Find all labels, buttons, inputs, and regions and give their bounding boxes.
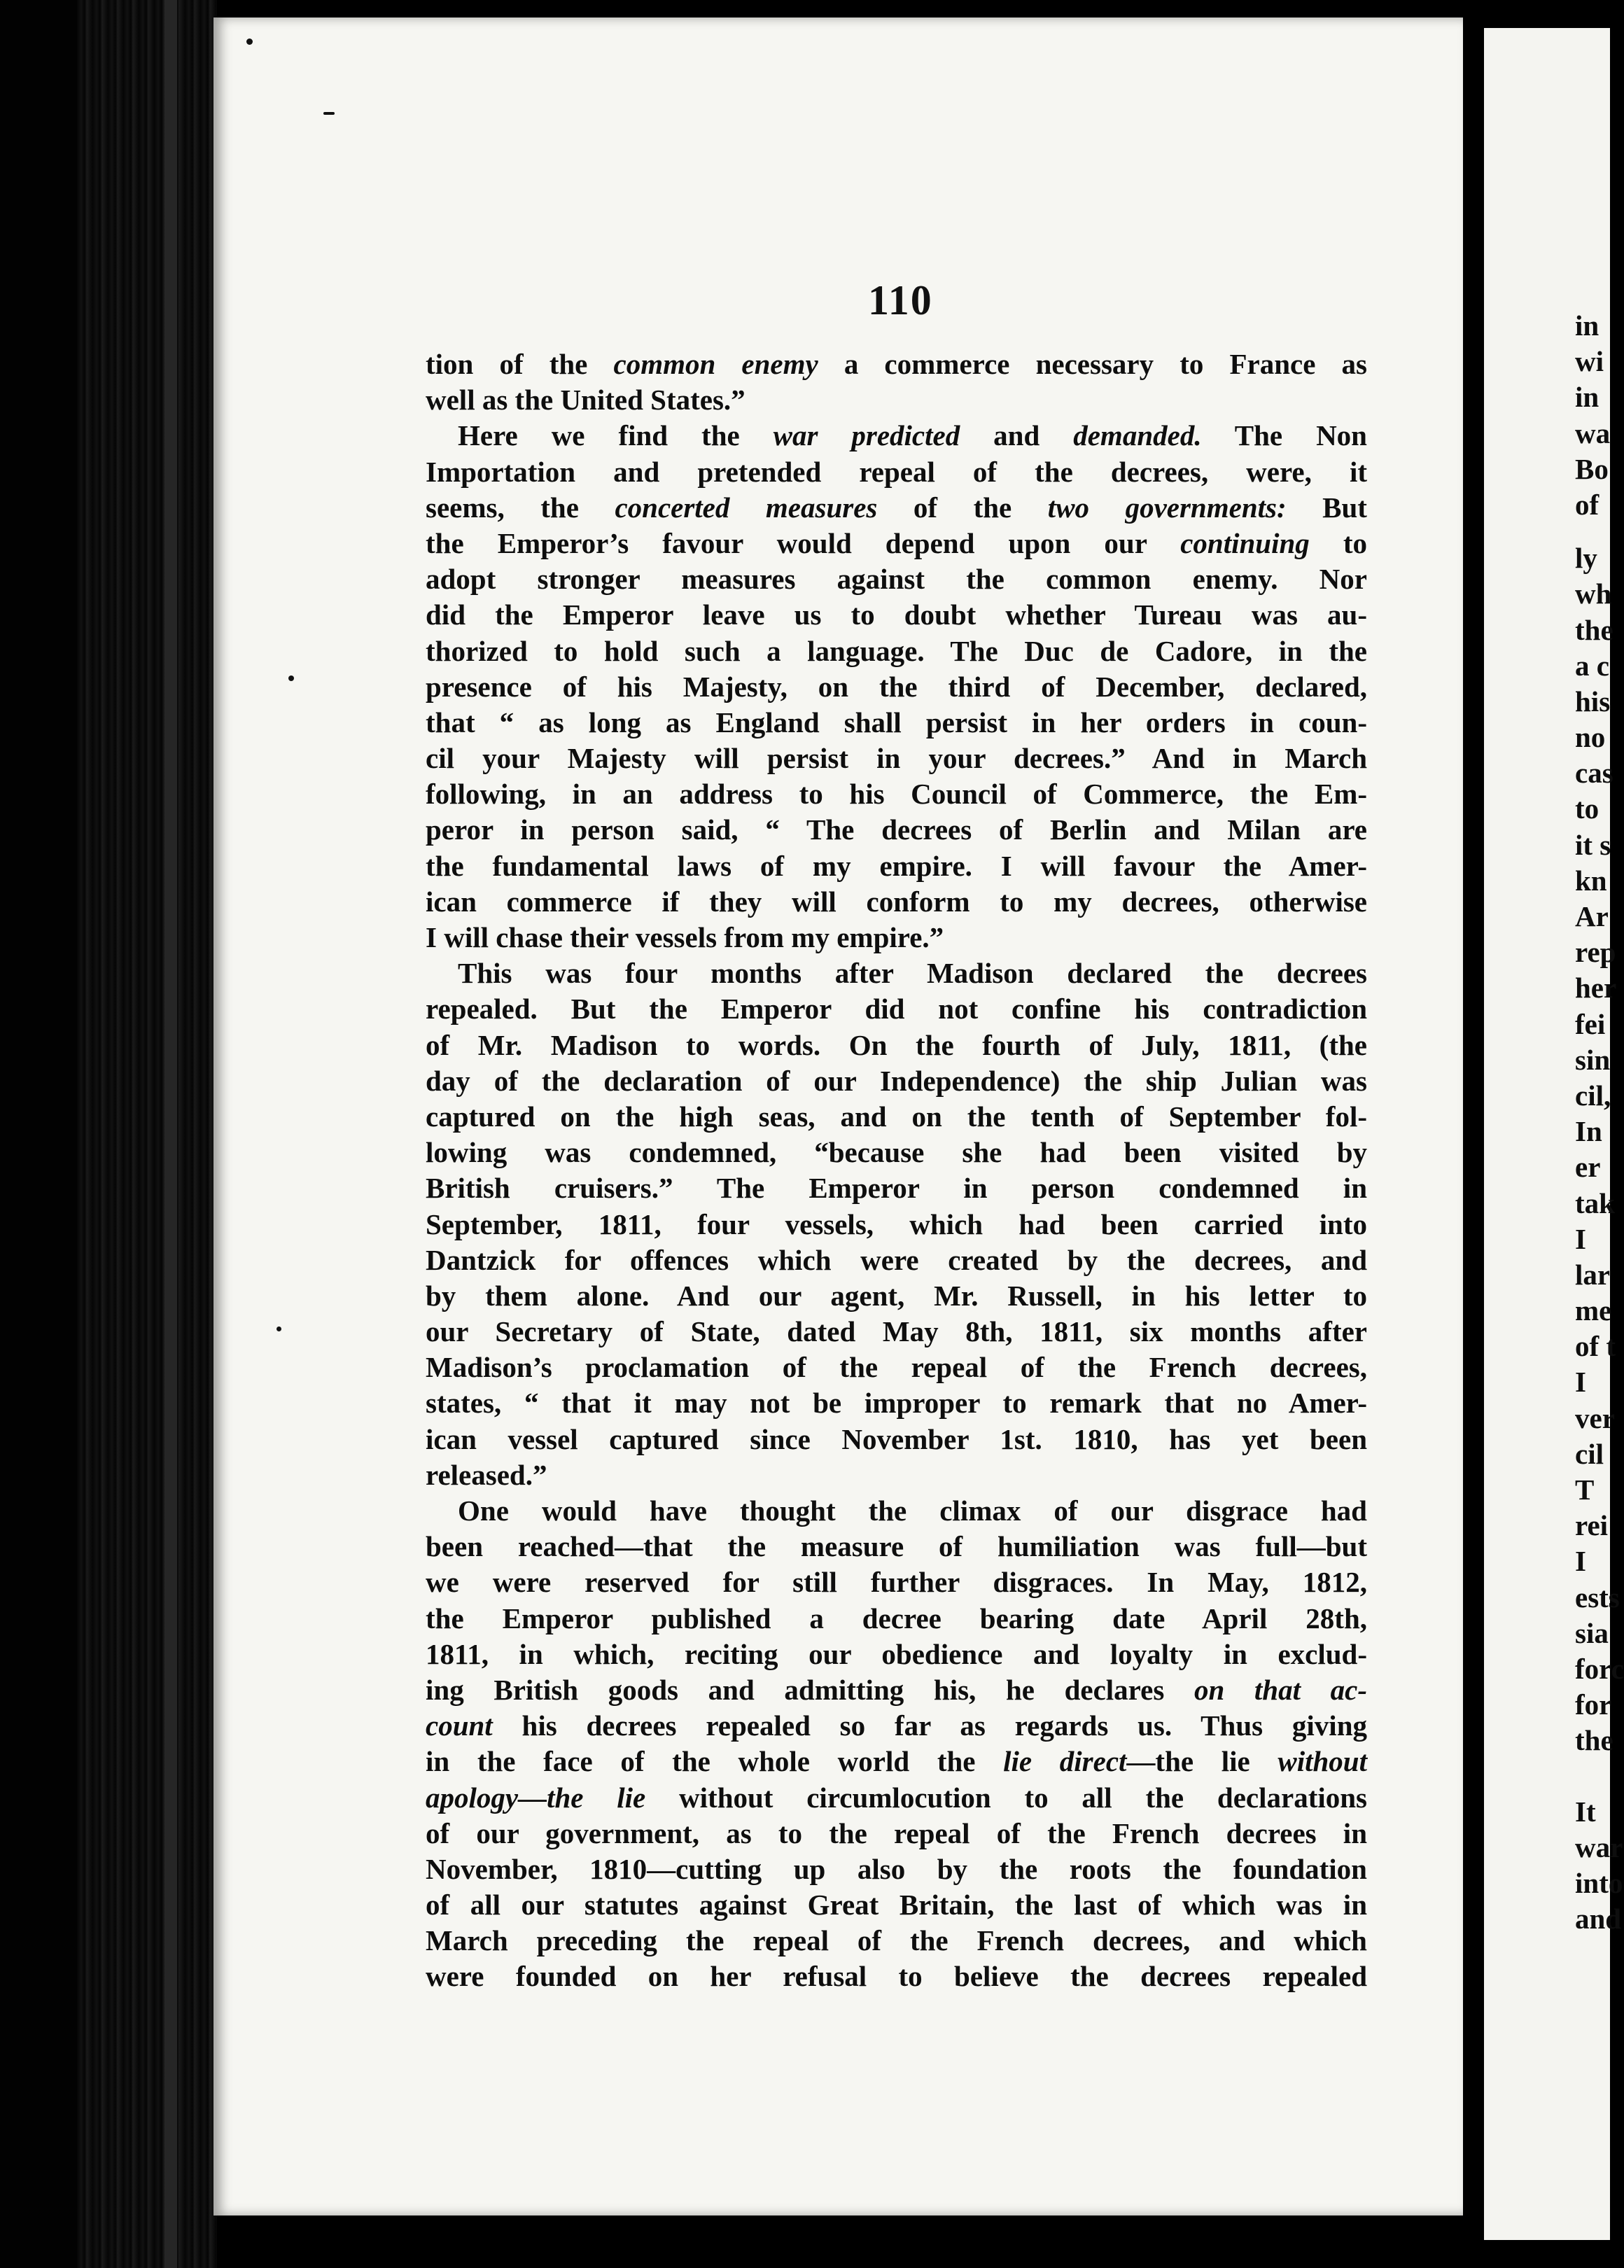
text-run: captured on the high seas, and on the tenth of September fol-	[426, 1100, 1367, 1133]
text-run: without circumlocution to all the declarations	[645, 1781, 1367, 1814]
text-run: The Non	[1201, 419, 1367, 452]
text-run: One would have thought the climax of our disgrace had	[458, 1494, 1367, 1527]
next-page-fragment: and	[1575, 1903, 1622, 1935]
text-line	[426, 1242, 1367, 1278]
text-line	[426, 454, 1367, 490]
next-page-fragment: Ar	[1575, 900, 1609, 932]
text-run: released.”	[426, 1458, 547, 1491]
text-line	[426, 1385, 1367, 1421]
italic-phrase: count	[426, 1709, 493, 1742]
text-line	[426, 1708, 1367, 1744]
next-page-fragment: cil	[1575, 1437, 1604, 1470]
text-line	[426, 1422, 1367, 1457]
text-line	[426, 1099, 1367, 1135]
text-line	[426, 346, 1367, 382]
italic-phrase: common enemy	[613, 348, 818, 380]
page-gutter	[1466, 0, 1484, 2268]
text-line	[426, 848, 1367, 884]
next-page-fragment: cas	[1575, 757, 1614, 790]
next-page-fragment: wa	[1575, 416, 1611, 449]
text-line	[426, 1959, 1367, 1994]
text-run: we were reserved for still further disgraces. In May, 1812,	[426, 1566, 1367, 1599]
text-run: This was four months after Madison declared the decrees	[458, 957, 1367, 990]
ink-speck	[288, 676, 294, 681]
text-run: seems, the	[426, 491, 615, 524]
text-run: that “ as long as England shall persist in her orders in coun-	[426, 706, 1367, 738]
text-run: been reached—that the measure of humiliation was full—but	[426, 1530, 1367, 1563]
text-run: were founded on her refusal to believe the decrees repealed	[426, 1960, 1367, 1993]
text-run: tion of the	[426, 348, 614, 380]
text-run: his decrees repealed so far as regards us. Thus giving	[492, 1709, 1367, 1742]
next-page-fragment: his	[1575, 685, 1611, 718]
next-page-fragment: wh	[1575, 578, 1612, 610]
text-run: our Secretary of State, dated May 8th, 1811, six months after	[426, 1315, 1367, 1348]
next-page-fragment: in	[1575, 381, 1600, 414]
italic-phrase: two governments:	[1047, 491, 1287, 524]
next-page-fragment	[1575, 1777, 1610, 1794]
text-run: presence of his Majesty, on the third of December, declared,	[426, 670, 1367, 703]
text-run: of Mr. Madison to words. On the fourth of July, 1811, (the	[426, 1028, 1367, 1061]
italic-phrase: continuing	[1180, 526, 1310, 559]
text-line	[426, 1350, 1367, 1385]
text-run: day of the declaration of our Independence) the ship Julian was	[426, 1064, 1367, 1097]
text-run: But	[1286, 491, 1367, 524]
text-run: Here we find the	[458, 419, 774, 452]
text-line	[426, 561, 1367, 597]
book-spine-edge	[164, 0, 177, 2268]
text-line	[426, 1923, 1367, 1959]
next-page-fragment: Bo	[1575, 452, 1609, 485]
ink-speck	[276, 1326, 281, 1331]
text-line	[426, 1278, 1367, 1314]
next-page-fragment: into	[1575, 1866, 1623, 1899]
text-run: —the lie	[1126, 1745, 1278, 1778]
next-page-fragment: ver	[1575, 1401, 1615, 1434]
next-page-fragment: lar	[1575, 1258, 1611, 1291]
text-run: I will chase their vessels from my empire.”	[426, 921, 944, 953]
next-page-fragment: the	[1575, 1724, 1614, 1757]
text-line	[426, 1135, 1367, 1170]
ink-speck	[323, 112, 335, 115]
text-run: repealed. But the Emperor did not confine his contradiction	[426, 993, 1367, 1026]
text-run: Dantzick for offences which were created by the decrees, and	[426, 1243, 1367, 1276]
text-run: November, 1810—cutting up also by the roots the foundation	[426, 1852, 1367, 1885]
text-run: the Emperor’s favour would depend upon our	[426, 526, 1181, 559]
text-line	[426, 741, 1367, 776]
text-line	[426, 884, 1367, 920]
text-line	[426, 1780, 1367, 1816]
text-run: peror in person said, “ The decrees of Berlin and Milan are	[426, 813, 1367, 846]
text-line	[426, 1207, 1367, 1242]
next-page-text-fragments	[1575, 308, 1624, 1937]
text-run: 1811, in which, reciting our obedience and loyalty in exclud-	[426, 1637, 1367, 1670]
text-line	[426, 669, 1367, 705]
text-line	[426, 1063, 1367, 1099]
next-page-fragment: In	[1575, 1115, 1602, 1148]
next-page-fragment: it s	[1575, 828, 1611, 861]
text-line	[426, 776, 1367, 812]
text-run: the fundamental laws of my empire. I will favour the Amer-	[426, 849, 1367, 882]
text-line	[426, 920, 1367, 955]
next-page-fragment: her	[1575, 972, 1617, 1004]
text-line	[426, 1637, 1367, 1672]
text-line	[426, 634, 1367, 669]
italic-phrase: concerted measures	[615, 491, 878, 524]
text-line	[426, 1457, 1367, 1493]
next-page-fragment: I	[1575, 1366, 1586, 1399]
text-run: by them alone. And our agent, Mr. Russell, in his letter to	[426, 1279, 1367, 1312]
next-page-fragment: fei	[1575, 1007, 1606, 1040]
text-run: and	[960, 419, 1074, 452]
text-run: September, 1811, four vessels, which had been carried into	[426, 1208, 1367, 1240]
text-run: did the Emperor leave us to doubt whether Tureau was au-	[426, 598, 1367, 631]
text-line	[426, 705, 1367, 741]
next-page-fragment: no	[1575, 721, 1606, 754]
text-run: of the	[877, 491, 1048, 524]
next-page-fragment: of t	[1575, 1330, 1616, 1363]
next-page-fragment	[1575, 1759, 1610, 1777]
text-line	[426, 1493, 1367, 1529]
italic-phrase: apology—the lie	[426, 1781, 646, 1814]
next-page-fragment: ly	[1575, 542, 1597, 575]
text-run: lowing was condemned, “because she had been visited by	[426, 1136, 1367, 1169]
text-line	[426, 1028, 1367, 1063]
next-page-fragment: for	[1575, 1688, 1612, 1721]
text-line	[426, 991, 1367, 1027]
text-run: of all our statutes against Great Britain, the last of which was in	[426, 1889, 1367, 1921]
next-page-fragment: cil,	[1575, 1079, 1611, 1112]
text-run: well as the United States.”	[426, 384, 746, 416]
page-number: 110	[868, 277, 933, 323]
text-run: to	[1309, 526, 1367, 559]
next-page-fragment: ests	[1575, 1581, 1620, 1614]
text-line	[426, 490, 1367, 526]
text-line	[426, 1314, 1367, 1350]
text-line	[426, 1529, 1367, 1564]
next-page-fragment: a c	[1575, 649, 1609, 682]
next-page-fragment: war	[1575, 1830, 1623, 1863]
text-run: ican vessel captured since November 1st. 1810, has yet been	[426, 1422, 1367, 1455]
text-run: Importation and pretended repeal of the decrees, were, it	[426, 455, 1367, 488]
text-line	[426, 1887, 1367, 1923]
text-line	[426, 1851, 1367, 1887]
next-page-fragment: kn	[1575, 864, 1607, 897]
text-line	[426, 1170, 1367, 1206]
next-page-fragment: sin	[1575, 1043, 1611, 1076]
next-page-fragment: sia	[1575, 1616, 1609, 1649]
next-page-fragment: wi	[1575, 345, 1604, 378]
text-run: thorized to hold such a language. The Duc de Cadore, in the	[426, 634, 1367, 667]
text-line	[426, 1564, 1367, 1600]
next-page-fragment: T	[1575, 1474, 1595, 1506]
text-line	[426, 1744, 1367, 1779]
text-run: the Emperor published a decree bearing date April 28th,	[426, 1602, 1367, 1634]
text-run: cil your Majesty will persist in your decrees.” And in March	[426, 742, 1367, 775]
text-run: in the face of the whole world the	[426, 1745, 1004, 1778]
text-line	[426, 526, 1367, 561]
next-page-fragment: er	[1575, 1151, 1601, 1184]
text-run: of our government, as to the repeal of the French decrees in	[426, 1816, 1367, 1849]
italic-phrase: war predicted	[773, 419, 960, 452]
text-run: British cruisers.” The Emperor in person condemned in	[426, 1172, 1367, 1205]
ink-speck	[246, 38, 253, 45]
text-line	[426, 418, 1367, 454]
next-page-fragment: of	[1575, 488, 1600, 521]
text-line	[426, 597, 1367, 633]
page-body-text	[426, 346, 1367, 1995]
italic-phrase: demanded.	[1073, 419, 1202, 452]
text-line	[426, 955, 1367, 991]
next-page-fragment: the	[1575, 613, 1614, 646]
text-run: March preceding the repeal of the French decrees, and which	[426, 1924, 1367, 1957]
text-line	[426, 382, 1367, 418]
next-page-fragment: forc	[1575, 1652, 1624, 1685]
next-page-fragment: I	[1575, 1545, 1586, 1578]
text-run: adopt stronger measures against the common enemy. Nor	[426, 563, 1367, 596]
text-line	[426, 1601, 1367, 1637]
book-spine-shadow	[0, 0, 77, 2268]
text-run: a commerce necessary to France as	[818, 348, 1368, 380]
text-line	[426, 1672, 1367, 1708]
next-page-fragment: rep	[1575, 936, 1616, 969]
next-page-fragment: I	[1575, 1222, 1586, 1255]
next-page-fragment: to	[1575, 792, 1600, 825]
next-page-fragment: rei	[1575, 1509, 1609, 1542]
text-run: Madison’s proclamation of the repeal of the French decrees,	[426, 1351, 1367, 1384]
text-run: following, in an address to his Council of Commerce, the Em-	[426, 778, 1367, 811]
text-run: states, “ that it may not be improper to remark that no Amer-	[426, 1387, 1367, 1420]
italic-phrase: lie direct	[1003, 1745, 1127, 1778]
text-run: ican commerce if they will conform to my decrees, otherwise	[426, 885, 1367, 918]
text-run: ing British goods and admitting his, he declares	[426, 1673, 1194, 1706]
next-page-fragment: tak	[1575, 1186, 1615, 1219]
next-page-fragment: It	[1575, 1795, 1596, 1828]
italic-phrase: without	[1278, 1745, 1367, 1778]
italic-phrase: on that ac-	[1194, 1673, 1367, 1706]
text-line	[426, 812, 1367, 848]
next-page-fragment	[1575, 523, 1610, 540]
next-page-fragment: in	[1575, 309, 1600, 342]
text-line	[426, 1816, 1367, 1851]
next-page-fragment: me	[1575, 1294, 1612, 1327]
